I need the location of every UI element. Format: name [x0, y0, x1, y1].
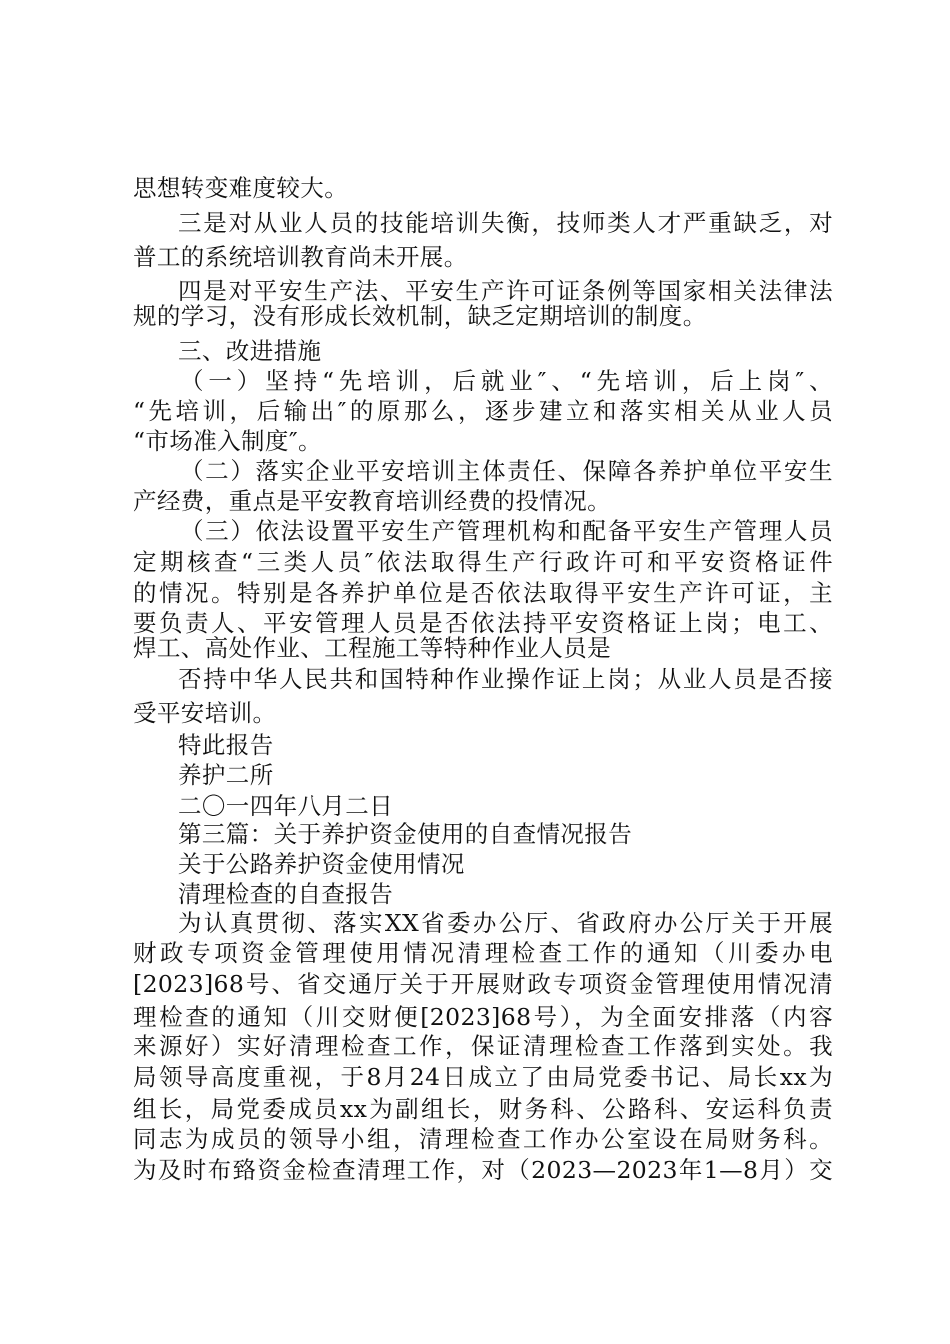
text-line: 产经费，重点是平安教育培训经费的投情况。 — [133, 487, 611, 515]
text-line: “先培训，后输出″的原那么，逐步建立和落实相关从业人员 — [133, 397, 833, 425]
text-line: 焊工、高处作业、工程施工等特种作业人员是 — [133, 634, 611, 662]
text-line: 养护二所 — [178, 761, 274, 789]
text-line: 为认真贯彻、落实XX省委办公厅、省政府办公厅关于开展 — [178, 909, 833, 937]
section-heading: 三、改进措施 — [178, 337, 322, 365]
text-line: “市场准入制度″。 — [133, 427, 322, 455]
text-line: 要负责人、平安管理人员是否依法持平安资格证上岗；电工、 — [133, 609, 833, 637]
text-line: 定期核查“三类人员″依法取得生产行政许可和平安资格证件 — [133, 548, 833, 576]
text-line: 财政专项资金管理使用情况清理检查工作的通知（川委办电 — [133, 939, 833, 967]
text-line: 二〇一四年八月二日 — [178, 792, 394, 820]
text-line: （一）坚持“先培训，后就业″、“先培训，后上岗″、 — [180, 367, 833, 395]
text-line: 局领导高度重视，于8月24日成立了由局党委书记、局长xx为 — [133, 1063, 833, 1091]
text-line: （二）落实企业平安培训主体责任、保障各养护单位平安生 — [180, 457, 833, 485]
text-line: 同志为成员的领导小组，清理检查工作办公室设在局财务科。 — [133, 1125, 833, 1153]
text-line: 受平安培训。 — [133, 699, 277, 727]
text-line: 特此报告 — [178, 731, 274, 759]
text-line: [2023]68号、省交通厅关于开展财政专项资金管理使用情况清 — [133, 970, 833, 998]
text-line: 组长，局党委成员xx为副组长，财务科、公路科、安运科负责 — [133, 1095, 833, 1123]
text-line: 思想转变难度较大。 — [133, 174, 349, 202]
document-title: 关于公路养护资金使用情况 — [178, 850, 465, 878]
section-heading: 第三篇：关于养护资金使用的自查情况报告 — [178, 820, 633, 848]
document-title: 清理检查的自查报告 — [178, 880, 394, 908]
text-line: 否持中华人民共和国特种作业操作证上岗；从业人员是否接 — [178, 665, 833, 693]
text-line: 理检查的通知（川交财便[2023]68号），为全面安排落（内容 — [133, 1003, 833, 1031]
text-line: （三）依法设置平安生产管理机构和配备平安生产管理人员 — [180, 517, 833, 545]
text-line: 为及时布臵资金检查清理工作，对（2023—2023年1—8月）交 — [133, 1156, 833, 1184]
text-line: 普工的系统培训教育尚未开展。 — [133, 243, 468, 271]
text-line: 规的学习，没有形成长效机制，缺乏定期培训的制度。 — [133, 302, 707, 330]
text-line: 四是对平安生产法、平安生产许可证条例等国家相关法律法 — [178, 277, 833, 305]
text-line: 的情况。特别是各养护单位是否依法取得平安生产许可证，主 — [133, 579, 833, 607]
text-line: 来源好）实好清理检查工作，保证清理检查工作落到实处。我 — [133, 1032, 833, 1060]
text-line: 三是对从业人员的技能培训失衡，技师类人才严重缺乏，对 — [178, 209, 833, 237]
